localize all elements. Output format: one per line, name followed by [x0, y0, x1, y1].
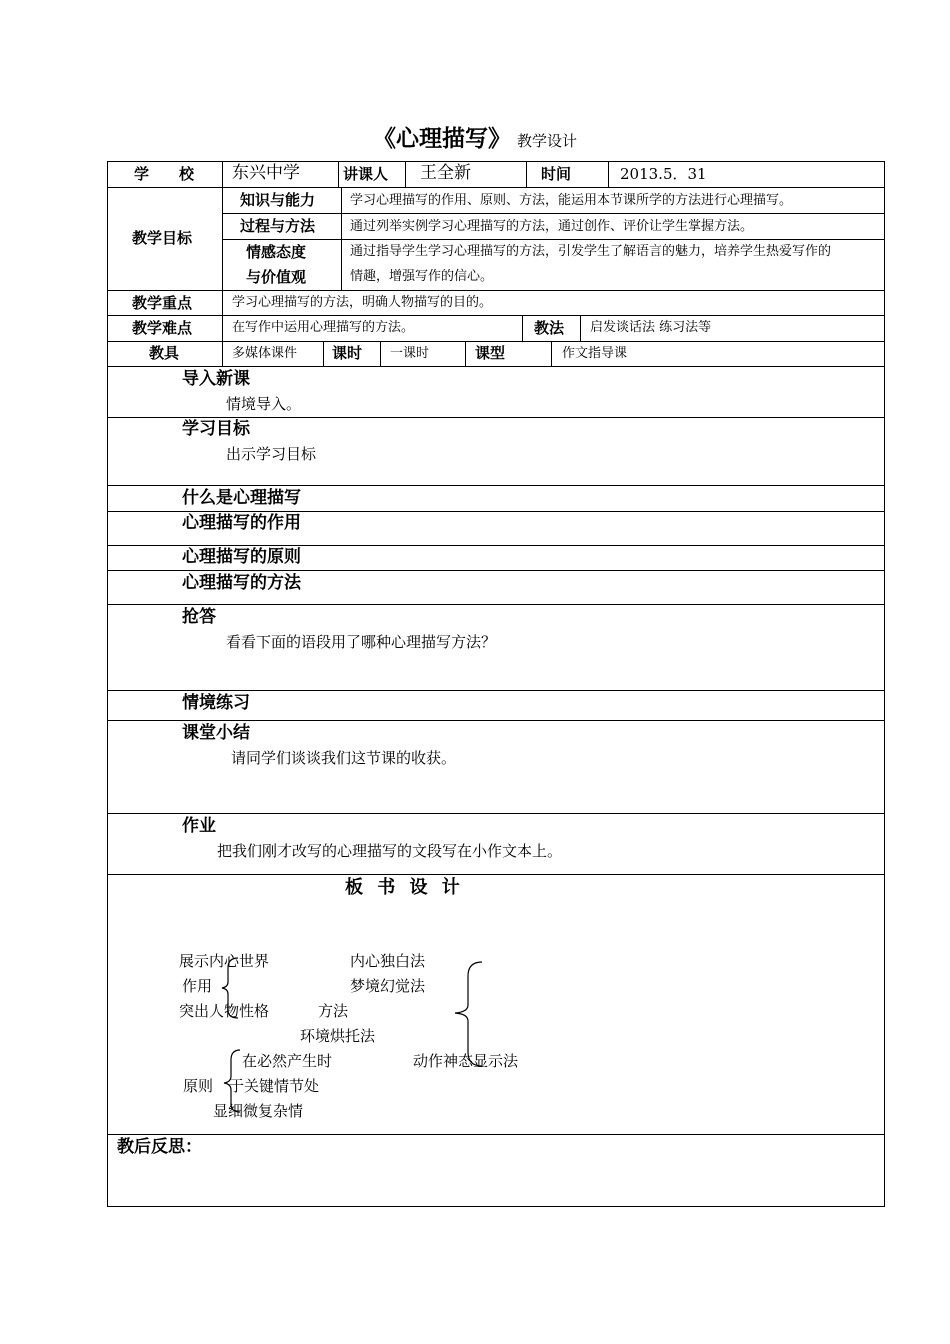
board-method-2: 梦境幻觉法	[350, 977, 426, 995]
section-practice-heading: 情境练习	[182, 693, 250, 713]
board-principle-3: 显细微复杂情	[213, 1102, 304, 1120]
hours-label: 课时	[332, 344, 363, 362]
role-brace	[222, 958, 238, 1018]
focus-label: 教学重点	[132, 294, 193, 312]
goals-label: 教学目标	[132, 229, 193, 247]
section-intro-body: 情境导入。	[226, 395, 302, 413]
principle-brace	[224, 1050, 240, 1112]
goal-knowledge-text: 学习心理描写的作用、原则、方法，能运用本节课所学的方法进行心理描写。	[350, 193, 793, 208]
goal-process-label: 过程与方法	[240, 217, 316, 235]
board-method-1: 内心独白法	[350, 952, 426, 970]
type-label: 课型	[475, 344, 506, 362]
board-heading: 板 书 设 计	[345, 877, 464, 898]
board-principle-1: 在必然产生时	[242, 1052, 333, 1070]
board-role-label: 作用	[182, 977, 213, 995]
section-principle-heading: 心理描写的原则	[182, 547, 301, 567]
board-method-3: 环境烘托法	[300, 1027, 376, 1045]
section-objective-body: 出示学习目标	[226, 445, 317, 463]
section-quiz-heading: 抢答	[182, 607, 216, 627]
section-summary-body: 请同学们谈谈我们这节课的收获。	[231, 749, 457, 767]
tools-label: 教具	[149, 344, 180, 362]
title-sub: 教学设计	[516, 132, 577, 150]
section-method-heading: 心理描写的方法	[182, 573, 301, 593]
school-label: 学 校	[134, 165, 195, 183]
goal-process-text: 通过列举实例学习心理描写的方法，通过创作、评价让学生掌握方法。	[350, 219, 754, 234]
section-role-heading: 心理描写的作用	[182, 513, 301, 533]
section-homework-body: 把我们刚才改写的心理描写的文段写在小作文本上。	[217, 842, 563, 860]
reflection-label: 教后反思：	[117, 1137, 202, 1157]
school-value: 东兴中学	[232, 163, 300, 183]
hours-value: 一课时	[390, 346, 430, 361]
section-quiz-body: 看看下面的语段用了哪种心理描写方法？	[226, 633, 497, 651]
goal-knowledge-label: 知识与能力	[240, 191, 316, 209]
focus-text: 学习心理描写的方法，明确人物描写的目的。	[232, 295, 493, 310]
board-role-item-2: 突出人物性格	[179, 1002, 270, 1020]
section-objective-heading: 学习目标	[182, 419, 250, 439]
lecturer-value: 王全新	[420, 163, 471, 183]
type-value: 作文指导课	[562, 346, 628, 361]
time-label: 时间	[541, 165, 572, 183]
section-homework-heading: 作业	[182, 816, 216, 836]
section-summary-heading: 课堂小结	[182, 723, 250, 743]
method-value: 启发谈话法 练习法等	[590, 320, 712, 335]
title-main: 《心理描写》	[372, 126, 511, 152]
section-intro-heading: 导入新课	[182, 369, 250, 389]
goal-emotion-label-2: 与价值观	[246, 268, 307, 286]
time-value: 2013.5．31	[620, 165, 707, 183]
difficulty-label: 教学难点	[132, 319, 193, 337]
difficulty-text: 在写作中运用心理描写的方法。	[232, 320, 415, 335]
method-label: 教法	[534, 319, 565, 337]
board-principle-label: 原则	[183, 1077, 214, 1095]
method-brace	[455, 962, 482, 1066]
board-method-4: 动作神态显示法	[413, 1052, 519, 1070]
goal-emotion-text-2: 情趣，增强写作的信心。	[350, 269, 494, 284]
lecturer-label: 讲课人	[343, 165, 389, 183]
section-what-heading: 什么是心理描写	[182, 488, 301, 508]
board-methods-label: 方法	[318, 1002, 349, 1020]
goal-emotion-text-1: 通过指导学生学习心理描写的方法，引发学生了解语言的魅力，培养学生热爱写作的	[350, 244, 832, 259]
goal-emotion-label-1: 情感态度	[246, 243, 307, 261]
board-principle-2: 于关键情节处	[229, 1077, 320, 1095]
board-role-item-1: 展示内心世界	[179, 952, 270, 970]
tools-value: 多媒体课件	[232, 346, 298, 361]
